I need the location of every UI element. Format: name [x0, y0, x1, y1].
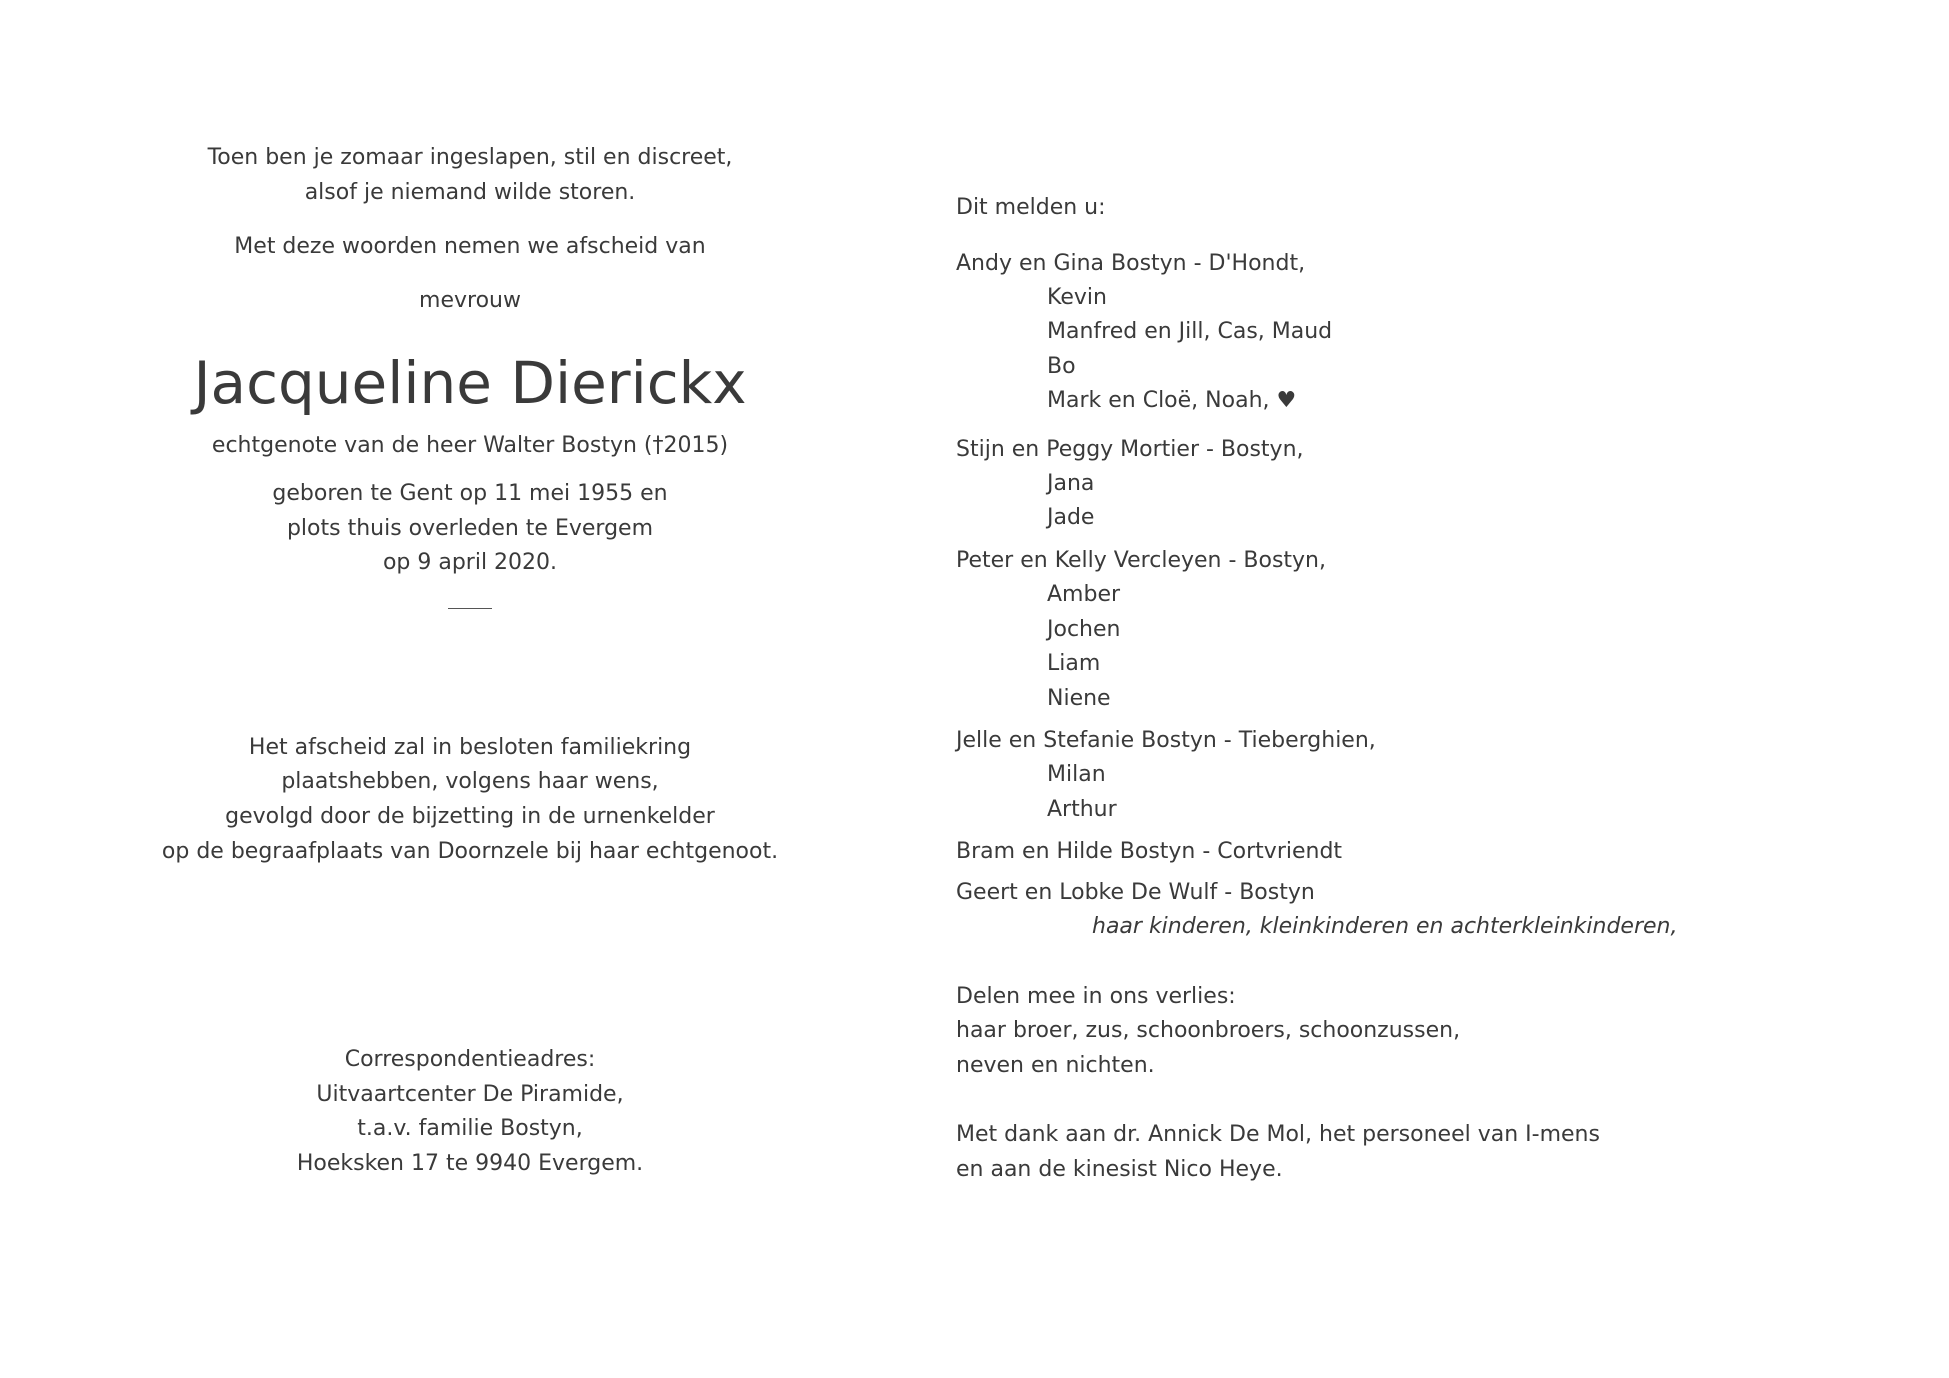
family-child: Jana: [1047, 471, 1095, 496]
family-child: Milan: [1047, 762, 1106, 787]
family-child: Amber: [1047, 582, 1121, 607]
family-parents: Jelle en Stefanie Bostyn - Tieberghien,: [956, 728, 1376, 753]
share-line: neven en nichten.: [956, 1053, 1155, 1078]
farewell-line-2: plaatshebben, volgens haar wens,: [281, 769, 659, 794]
thanks-line: Met dank aan dr. Annick De Mol, het personeel van I-mens: [956, 1122, 1600, 1147]
family-child: Mark en Cloë, Noah, ♥: [1047, 388, 1297, 413]
birth-death-line-1: geboren te Gent op 11 mei 1955 en: [272, 481, 668, 506]
family-child: Manfred en Jill, Cas, Maud: [1047, 319, 1333, 344]
deceased-name: Jacqueline Dierickx: [193, 349, 747, 417]
salutation: mevrouw: [419, 288, 521, 313]
farewell-line-4: op de begraafplaats van Doornzele bij haar echtgenoot.: [161, 839, 779, 864]
poem-line-1: Toen ben je zomaar ingeslapen, stil en discreet,: [207, 145, 733, 170]
correspondence-line-2: Uitvaartcenter De Piramide,: [316, 1082, 624, 1107]
correspondence-line-1: Correspondentieadres:: [344, 1047, 596, 1072]
announcement-heading: Dit melden u:: [956, 195, 1106, 220]
birth-death-line-2: plots thuis overleden te Evergem: [286, 516, 654, 541]
correspondence-line-3: t.a.v. familie Bostyn,: [357, 1116, 583, 1141]
spouse-line: echtgenote van de heer Walter Bostyn (†2015): [211, 433, 729, 458]
share-heading: Delen mee in ons verlies:: [956, 984, 1236, 1009]
family-parents: Andy en Gina Bostyn - D'Hondt,: [956, 251, 1306, 276]
family-child: Jochen: [1047, 617, 1121, 642]
family-summary: haar kinderen, kleinkinderen en achterkleinkinderen,: [1092, 914, 1678, 939]
farewell-line-3: gevolgd door de bijzetting in de urnenkelder: [225, 804, 715, 829]
intro-text: Met deze woorden nemen we afscheid van: [234, 234, 706, 259]
family-child: Arthur: [1047, 797, 1117, 822]
family-child: Niene: [1047, 686, 1111, 711]
thanks-line: en aan de kinesist Nico Heye.: [956, 1157, 1283, 1182]
family-child: Liam: [1047, 651, 1101, 676]
share-line: haar broer, zus, schoonbroers, schoonzussen,: [956, 1018, 1461, 1043]
family-parents: Bram en Hilde Bostyn - Cortvriendt: [956, 839, 1343, 864]
birth-death-line-3: op 9 april 2020.: [382, 550, 558, 575]
correspondence-line-4: Hoeksken 17 te 9940 Evergem.: [296, 1151, 644, 1176]
family-parents: Peter en Kelly Vercleyen - Bostyn,: [956, 548, 1326, 573]
family-child: Kevin: [1047, 285, 1107, 310]
family-child: Jade: [1047, 505, 1095, 530]
family-parents: Geert en Lobke De Wulf - Bostyn: [956, 880, 1315, 905]
family-child: Bo: [1047, 354, 1076, 379]
family-parents: Stijn en Peggy Mortier - Bostyn,: [956, 437, 1304, 462]
poem-line-2: alsof je niemand wilde storen.: [304, 180, 636, 205]
divider-rule: [448, 608, 492, 609]
farewell-line-1: Het afscheid zal in besloten familiekring: [248, 735, 692, 760]
